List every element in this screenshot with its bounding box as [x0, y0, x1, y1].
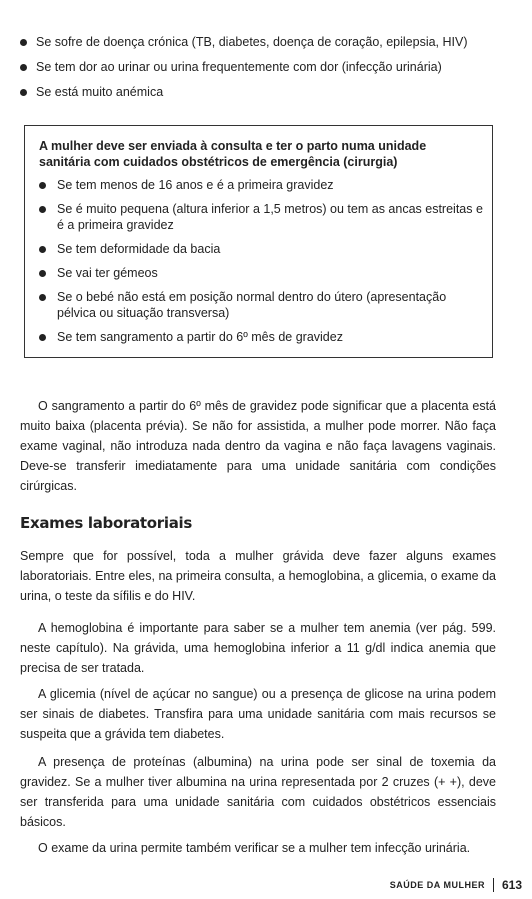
page-footer [390, 878, 522, 892]
list-item: Se tem dor ao urinar ou urina frequentemente com dor (infecção urinária) [20, 55, 510, 80]
paragraph-lab-intro: Sempre que for possível, toda a mulher grávida deve fazer alguns exames laboratoriais. Entre eles, na primeira consulta, a hemoglobina, a glicemia, o exame da urina, o teste da sífilis e do HIV. [20, 549, 496, 603]
footer-section-label: SAÚDE DA MULHER [389, 880, 485, 890]
bullet-icon [39, 270, 46, 277]
bullet-icon [39, 246, 46, 253]
paragraph-glycemia: A glicemia (nível de açúcar no sangue) ou a presença de glicose na urina podem ser sinais de diabetes. Transfira para uma unidade sanitária com mais recursos se suspeita que a grávida tem diabetes. [20, 687, 496, 741]
box-title: A mulher deve ser enviada à consulta e ter o parto numa unidade sanitária com cuidados obstétricos de emergência (cirurgia) [39, 139, 427, 169]
bullet-icon [39, 182, 46, 189]
footer-divider [493, 878, 494, 892]
paragraph-proteins: A presença de proteínas (albumina) na urina pode ser sinal de toxemia da gravidez. Se a mulher tiver albumina na urina representada por 2 cruzes (+ +), deve ser transferida para uma unidade sanitária com cuidados obstétricos essenciais básicos. [20, 755, 496, 829]
list-item: Se o bebé não está em posição normal dentro do útero (apresentação pélvica ou situação transversa) [39, 289, 484, 329]
list-item: Se tem menos de 16 anos e é a primeira gravidez [39, 177, 484, 201]
bullet-icon [39, 334, 46, 341]
list-item: Se sofre de doença crónica (TB, diabetes, doença de coração, epilepsia, HIV) [20, 30, 510, 55]
bullet-icon [20, 39, 27, 46]
list-item: Se vai ter gémeos [39, 265, 484, 289]
list-item: Se é muito pequena (altura inferior a 1,5 metros) ou tem as ancas estreitas e é a primeira gravidez [39, 201, 484, 241]
top-bullet-list [20, 30, 510, 105]
paragraph-urine-exam: O exame da urina permite também verificar se a mulher tem infecção urinária. [38, 841, 471, 855]
bullet-icon [20, 64, 27, 71]
section-title: Exames laboratoriais [20, 514, 193, 532]
referral-box [24, 125, 493, 358]
paragraph-bleeding: O sangramento a partir do 6º mês de gravidez pode significar que a placenta está muito baixa (placenta prévia). Se não for assistida, a mulher pode morrer. Não faça exame vaginal, não introduza nada dentro da vagina e não faça lavagens vaginais. Deve-se transferir imediatamente para uma unidade sanitária com condições cirúrgicas. [20, 399, 496, 493]
bullet-icon [39, 206, 46, 213]
box-bullet-list [39, 177, 484, 353]
bullet-icon [39, 294, 46, 301]
list-item: Se tem deformidade da bacia [39, 241, 484, 265]
bullet-icon [20, 89, 27, 96]
list-item: Se tem sangramento a partir do 6º mês de gravidez [39, 329, 484, 353]
list-item: Se está muito anémica [20, 80, 510, 105]
page-number: 613 [501, 878, 522, 892]
paragraph-hemoglobin: A hemoglobina é importante para saber se a mulher tem anemia (ver pág. 599. neste capítulo). Na grávida, uma hemoglobina inferior a 11 g/dl indica anemia que precisa de ser tratada. [20, 621, 496, 675]
